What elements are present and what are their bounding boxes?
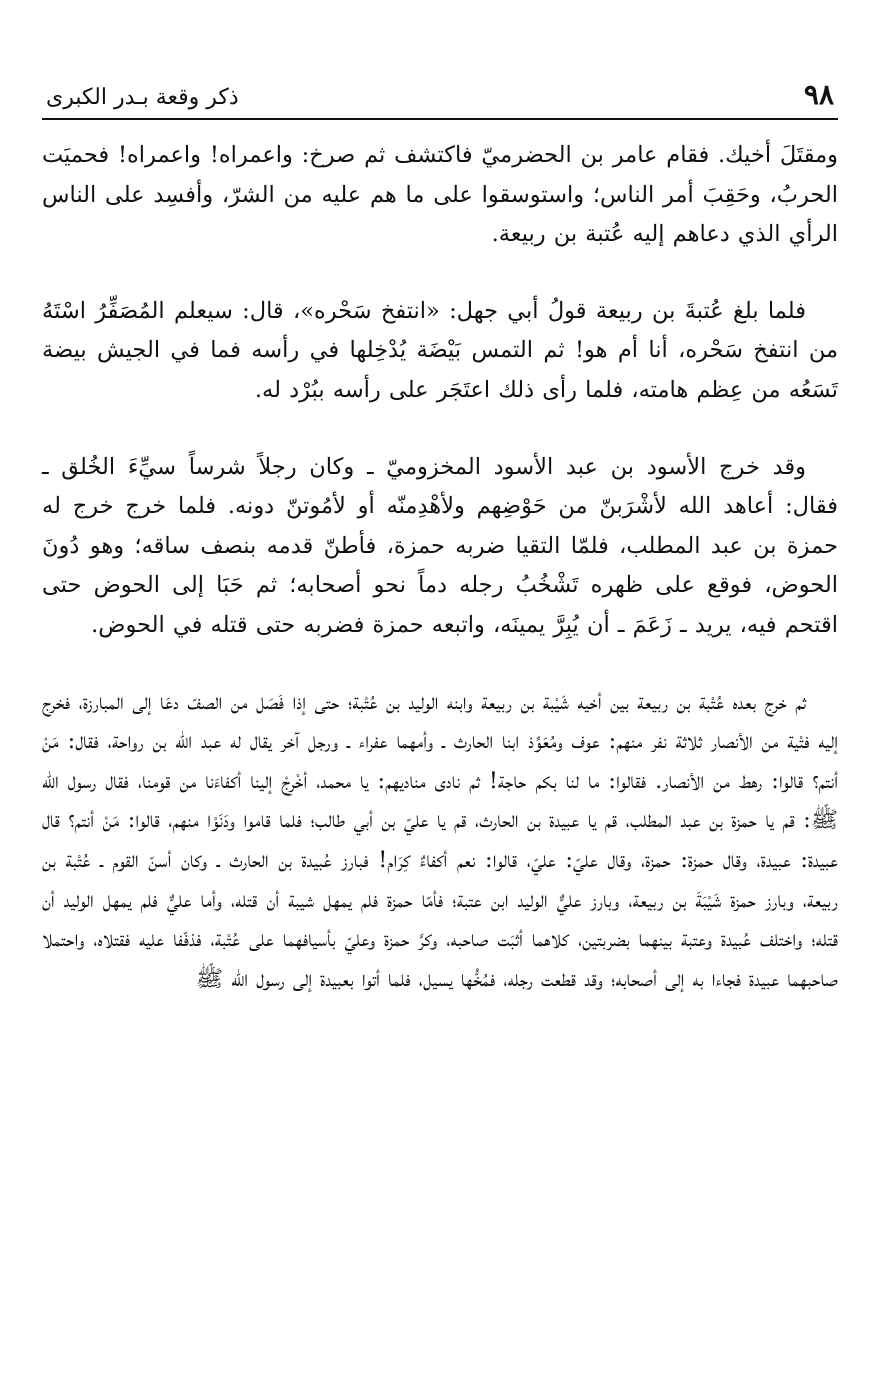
page-number: ٩٨ (803, 78, 834, 111)
paragraph (42, 292, 838, 411)
book-page (42, 78, 838, 1378)
paragraph-text: فلما بلغ عُتبةَ بن ربيعة قولُ أبي جهل: «انتفخ سَحْره»، قال: سيعلم المُصَفِّرُ اسْتَهُ من انتفخ سَحْره، أنا أم هو! ثم التمس بَيْضَة يُدْخِلها في رأسه فما في الجيش بيضة تَسَعُه من عِظم هامته، فلما رأى ذلك اعتَجَر على رأسه ببُرْد له. (42, 297, 838, 403)
paragraph-text: ومقتَلَ أخيك. فقام عامر بن الحضرميّ فاكتشف ثم صرخ: واعمراه! واعمراه! فحميَت الحربُ، وحَقِبَ أمر الناس؛ واستوسقوا على ما هم عليه من الشرّ، وأفسِد على الناس الرأي الذي دعاهم إليه عُتبة بن ربيعة. (42, 142, 838, 248)
page-header (42, 78, 838, 120)
paragraph (42, 136, 838, 255)
paragraph (42, 448, 838, 646)
running-title: ذكر وقعة بـدر الكبرى (46, 85, 239, 110)
paragraph (42, 683, 838, 1000)
paragraph-text: ثم خرج بعده عُتْبة بن ربيعة بين أخيه شَيْبة بن ربيعة وابنه الوليد بن عُتْبة؛ حتى إذا فَصَل من الصفّ دعَا إلى المبارزة، فخرج إليه فتْية من الأنصار ثلاثة نفر منهم: عوف ومُعَوِّذ ابنا الحارث ـ وأمهما عفراء ـ ورجل آخر يقال له عبد الله بن رواحة، فقال: مَنْ أنتم؟ قالوا: رهط من الأنصار. فقالوا: ما لنا بكم حاجة! ثم نادى مناديهم: يا محمد، أخْرِجْ إلينا أكفاءَنا من قومنا، فقال رسول الله ﷺ: قم يا حمزة بن عبد المطلب، قم يا عبيدة بن الحارث، قم يا عليّ بن أبي طالب؛ فلما قاموا ودَنَوْا منهم، قالوا: مَنْ أنتم؟ قال عبيدة: عبيدة، وقال حمزة: حمزة، وقال عليّ: عليّ، قالوا: نعم أكفاءٌ كِرَام! فبارز عُبيدة بن الحارث ـ وكان أسنّ القوم ـ عُتْبة بن ربيعة، وبارز حمزة شَيْبَةَ بن ربيعة، وبارز عليٌّ الوليد ابن عتبة؛ فأمّا حمزة فلم يمهل شيبة أن قتله، وأما عليٌّ فلم يمهل الوليد أن قتله؛ واختلف عُبيدة وعتبة بينهما بضربتين، كلاهما أثبَت صاحبه، وكرَّ حمزة وعليّ بأسيافهما على عُتْبة، فذفّفا عليه فقتلاه، واحتملا صاحبهما عبيدة فجاءا به إلى أصحابه؛ وقد قطعت رجله، فمُخُّها يسيل، فلما أتوا بعبيدة إلى رسول الله ﷺ (42, 688, 838, 992)
body-text (42, 136, 838, 999)
paragraph-text: وقد خرج الأسود بن عبد الأسود المخزوميّ ـ وكان رجلاً شرساً سيِّءَ الخُلق ـ فقال: أعاهد الله لأشْرَبنّ من حَوْضِهم ولأهْدِمنّه أو لأمُوتنّ دونه. فلما خرج خرج له حمزة بن عبد المطلب، فلمّا التقيا ضربه حمزة، فأطنّ قدمه بنصف ساقه؛ وهو دُونَ الحوض، فوقع على ظهره تَشْخُبُ رجله دماً نحو أصحابه؛ ثم حَبَا إلى الحوض حتى اقتحم فيه، يريد ـ زَعَمَ ـ أن يُبِرَّ يمينَه، واتبعه حمزة فضربه حتى قتله في الحوض. (42, 453, 838, 638)
